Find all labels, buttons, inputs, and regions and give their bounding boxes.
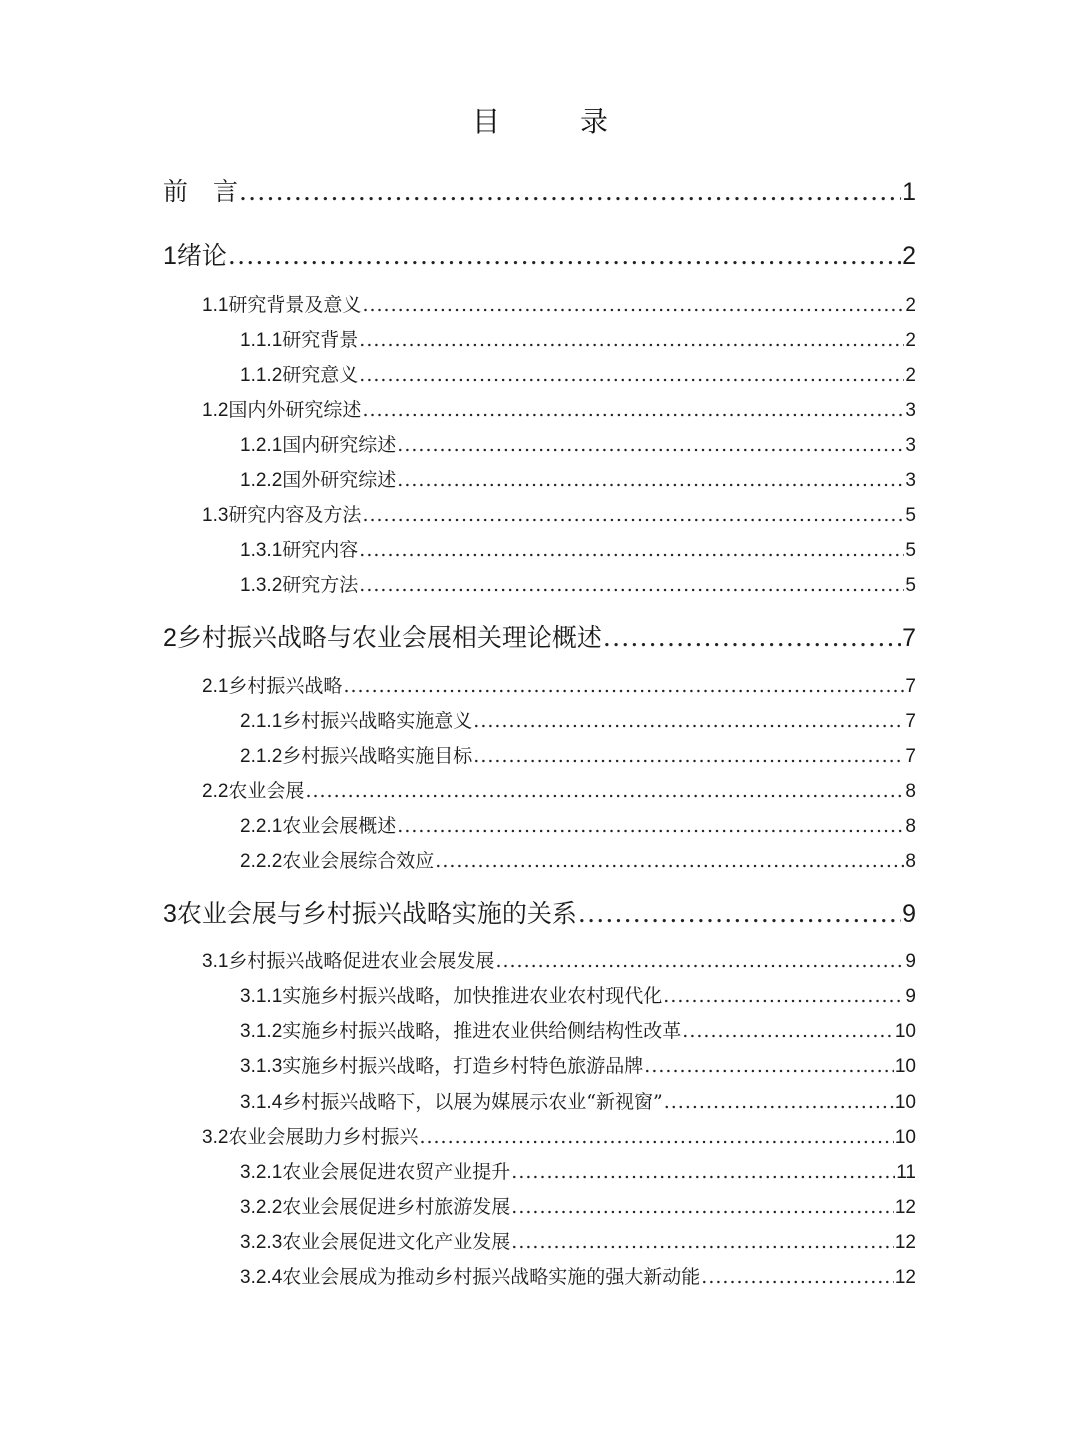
toc-entry-number: 3.2.1 bbox=[240, 1162, 283, 1183]
toc-entry-title: 研究意义 bbox=[282, 364, 359, 386]
dot-leader bbox=[362, 399, 904, 421]
toc-entry-title: 实施乡村振兴战略，加快推进农业农村现代化 bbox=[282, 985, 663, 1007]
toc-entry-title: 研究方法 bbox=[282, 574, 359, 596]
toc-entry[interactable] bbox=[240, 706, 916, 733]
dot-leader bbox=[701, 1266, 894, 1288]
toc-entry-number: 2.2.1 bbox=[240, 816, 283, 837]
dot-leader bbox=[359, 539, 904, 561]
dot-leader bbox=[644, 1055, 894, 1077]
toc-title: 目 录 bbox=[471, 105, 634, 138]
toc-entry-page-number: 7 bbox=[905, 676, 916, 697]
toc-entry-title: 研究内容 bbox=[282, 539, 359, 561]
toc-entry-title: 乡村振兴战略促进农业会展发展 bbox=[228, 950, 495, 972]
toc-entry[interactable] bbox=[240, 570, 916, 597]
toc-entry-title: 乡村振兴战略 bbox=[228, 675, 343, 697]
toc-entry-title: 乡村振兴战略实施意义 bbox=[282, 710, 473, 732]
toc-entry-number: 2.2.2 bbox=[240, 851, 283, 872]
toc-entry-page-number: 10 bbox=[894, 1021, 916, 1042]
toc-entry-page-number: 3 bbox=[905, 400, 916, 421]
toc-entry[interactable] bbox=[163, 236, 916, 272]
toc-entry[interactable] bbox=[240, 981, 916, 1008]
toc-entry-title: 乡村振兴战略与农业会展相关理论概述 bbox=[176, 623, 602, 652]
dot-leader bbox=[305, 780, 904, 802]
toc-entry-page-number: 9 bbox=[902, 900, 916, 928]
toc-entry-number: 2.1.2 bbox=[240, 746, 283, 767]
toc-entry-number: 1.3.1 bbox=[240, 540, 283, 561]
toc-entry-page-number: 10 bbox=[894, 1127, 916, 1148]
toc-entry-page-number: 2 bbox=[902, 242, 916, 270]
dot-leader bbox=[603, 623, 901, 652]
toc-entry-number: 2 bbox=[163, 624, 177, 652]
toc-entry[interactable] bbox=[240, 1192, 916, 1219]
dot-leader bbox=[473, 745, 904, 767]
toc-entry-page-number: 8 bbox=[905, 816, 916, 837]
dot-leader bbox=[397, 469, 904, 491]
toc-entry[interactable] bbox=[202, 500, 916, 527]
dot-leader bbox=[435, 850, 904, 872]
toc-entry-title: 农业会展促进乡村旅游发展 bbox=[282, 1196, 511, 1218]
toc-entry-number: 3.2 bbox=[202, 1127, 229, 1148]
toc-entry-page-number: 9 bbox=[905, 951, 916, 972]
toc-entry-title: 研究背景 bbox=[282, 329, 359, 351]
toc-entry-page-number: 5 bbox=[905, 575, 916, 596]
dot-leader bbox=[239, 177, 901, 206]
toc-entry[interactable] bbox=[240, 1087, 916, 1114]
toc-entry[interactable] bbox=[202, 946, 916, 973]
toc-entry-number: 2.2 bbox=[202, 781, 229, 802]
dot-leader bbox=[419, 1126, 893, 1148]
dot-leader bbox=[663, 985, 904, 1007]
toc-entry-number: 1.2 bbox=[202, 400, 229, 421]
toc-entry-page-number: 12 bbox=[894, 1232, 916, 1253]
dot-leader bbox=[359, 574, 904, 596]
dot-leader bbox=[511, 1161, 895, 1183]
toc-entry-title: 前 言 bbox=[163, 177, 239, 206]
toc-entry-number: 1.2.2 bbox=[240, 470, 283, 491]
toc-entry[interactable] bbox=[240, 430, 916, 457]
toc-entry-title: 农业会展 bbox=[228, 780, 305, 802]
toc-entry-page-number: 10 bbox=[894, 1092, 916, 1113]
toc-entry-title: 乡村振兴战略下，以展为媒展示农业“新视窗” bbox=[282, 1091, 663, 1113]
toc-entry[interactable] bbox=[240, 846, 916, 873]
toc-entry[interactable] bbox=[202, 290, 916, 317]
dot-leader bbox=[362, 504, 904, 526]
toc-entry[interactable] bbox=[240, 325, 916, 352]
toc-entry-page-number: 10 bbox=[894, 1056, 916, 1077]
toc-entry-page-number: 7 bbox=[905, 711, 916, 732]
toc-entry-number: 1.2.1 bbox=[240, 435, 283, 456]
dot-leader bbox=[228, 241, 901, 270]
toc-entry[interactable] bbox=[240, 1157, 916, 1184]
toc-entry[interactable] bbox=[240, 1051, 916, 1078]
toc-entry-page-number: 5 bbox=[905, 505, 916, 526]
toc-entry-page-number: 7 bbox=[902, 624, 916, 652]
toc-entry[interactable] bbox=[202, 1122, 916, 1149]
toc-entry-title: 农业会展概述 bbox=[282, 815, 397, 837]
toc-entry-number: 3.1.2 bbox=[240, 1021, 283, 1042]
dot-leader bbox=[397, 815, 904, 837]
toc-entry[interactable] bbox=[240, 360, 916, 387]
toc-entry[interactable] bbox=[240, 811, 916, 838]
toc-entry-number: 1.3.2 bbox=[240, 575, 283, 596]
toc-entry[interactable] bbox=[240, 1262, 916, 1289]
toc-entry-title: 乡村振兴战略实施目标 bbox=[282, 745, 473, 767]
toc-entry-title: 实施乡村振兴战略，推进农业供给侧结构性改革 bbox=[282, 1020, 682, 1042]
toc-entry-page-number: 2 bbox=[905, 330, 916, 351]
dot-leader bbox=[362, 294, 904, 316]
dot-leader bbox=[359, 329, 904, 351]
dot-leader bbox=[473, 710, 904, 732]
dot-leader bbox=[664, 1091, 894, 1113]
toc-entry-number: 3.1.4 bbox=[240, 1092, 283, 1113]
toc-entry-number: 2.1.1 bbox=[240, 711, 283, 732]
toc-entry-title: 农业会展与乡村振兴战略实施的关系 bbox=[176, 899, 577, 928]
toc-entry-title: 实施乡村振兴战略，打造乡村特色旅游品牌 bbox=[282, 1055, 644, 1077]
dot-leader bbox=[682, 1020, 894, 1042]
dot-leader bbox=[343, 675, 904, 697]
dot-leader bbox=[511, 1196, 894, 1218]
toc-entry-number: 1.1 bbox=[202, 295, 229, 316]
toc-entry-title: 农业会展成为推动乡村振兴战略实施的强大新动能 bbox=[282, 1266, 701, 1288]
toc-entry-title: 国内外研究综述 bbox=[228, 399, 362, 421]
toc-entry-number: 3 bbox=[163, 900, 177, 928]
toc-entry-page-number: 2 bbox=[905, 295, 916, 316]
toc-entry-number: 1.1.2 bbox=[240, 365, 283, 386]
toc-entry-page-number: 2 bbox=[905, 365, 916, 386]
toc-entry-page-number: 12 bbox=[894, 1267, 916, 1288]
toc-entry-title: 农业会展促进农贸产业提升 bbox=[282, 1161, 511, 1183]
dot-leader bbox=[495, 950, 904, 972]
toc-entry-number: 3.2.4 bbox=[240, 1267, 283, 1288]
toc-entry-page-number: 9 bbox=[905, 986, 916, 1007]
toc-entry-page-number: 5 bbox=[905, 540, 916, 561]
toc-entry-page-number: 12 bbox=[894, 1197, 916, 1218]
toc-entry-number: 2.1 bbox=[202, 676, 229, 697]
toc-entry-page-number: 3 bbox=[905, 435, 916, 456]
toc-entry[interactable] bbox=[163, 894, 916, 930]
toc-entry[interactable] bbox=[240, 1016, 916, 1043]
toc-entry[interactable] bbox=[202, 776, 916, 803]
toc-entry[interactable] bbox=[163, 618, 916, 654]
toc-entry-title: 农业会展综合效应 bbox=[282, 850, 435, 872]
toc-entry-number: 1.1.1 bbox=[240, 330, 283, 351]
dot-leader bbox=[397, 434, 904, 456]
toc-entry-title: 农业会展助力乡村振兴 bbox=[228, 1126, 419, 1148]
toc-entry-number: 3.1.3 bbox=[240, 1056, 283, 1077]
dot-leader bbox=[511, 1231, 894, 1253]
toc-entry-page-number: 11 bbox=[896, 1162, 916, 1183]
toc-entry[interactable] bbox=[163, 172, 916, 208]
toc-entry-title: 国内研究综述 bbox=[282, 434, 397, 456]
toc-entry-number: 3.2.3 bbox=[240, 1232, 283, 1253]
toc-entry[interactable] bbox=[240, 741, 916, 768]
toc-entry-title: 农业会展促进文化产业发展 bbox=[282, 1231, 511, 1253]
toc-entry-number: 1.3 bbox=[202, 505, 229, 526]
toc-entry-title: 研究背景及意义 bbox=[228, 294, 362, 316]
toc-entry-title: 国外研究综述 bbox=[282, 469, 397, 491]
toc-entry[interactable] bbox=[202, 671, 916, 698]
toc-entry-title: 绪论 bbox=[176, 241, 227, 270]
toc-entry-page-number: 8 bbox=[905, 781, 916, 802]
toc-entry[interactable] bbox=[240, 465, 916, 492]
toc-entry-number: 3.1 bbox=[202, 951, 229, 972]
toc-entry-page-number: 7 bbox=[905, 746, 916, 767]
toc-entry[interactable] bbox=[240, 535, 916, 562]
toc-entry-page-number: 8 bbox=[905, 851, 916, 872]
toc-entry-title: 研究内容及方法 bbox=[228, 504, 362, 526]
toc-entry-number: 3.2.2 bbox=[240, 1197, 283, 1218]
toc-entry-page-number: 1 bbox=[902, 178, 916, 206]
dot-leader bbox=[359, 364, 904, 386]
dot-leader bbox=[578, 899, 901, 928]
toc-entry[interactable] bbox=[202, 395, 916, 422]
toc-entry-page-number: 3 bbox=[905, 470, 916, 491]
toc-entry-number: 3.1.1 bbox=[240, 986, 283, 1007]
toc-entry[interactable] bbox=[240, 1227, 916, 1254]
toc-entry-number: 1 bbox=[163, 242, 177, 270]
